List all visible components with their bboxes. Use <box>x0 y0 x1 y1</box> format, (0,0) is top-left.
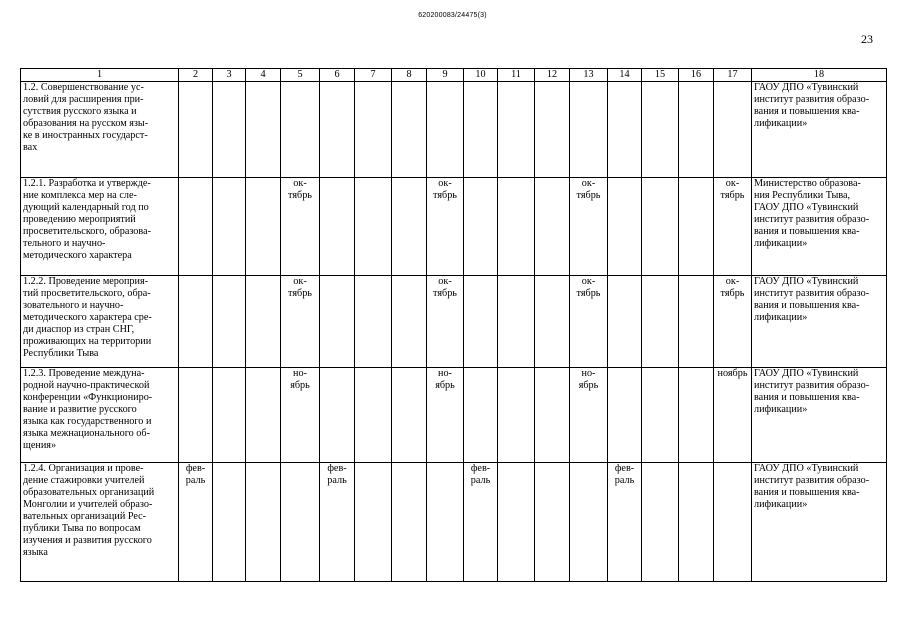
schedule-cell <box>679 463 714 582</box>
column-header-15: 15 <box>642 69 679 82</box>
column-header-17: 17 <box>714 69 752 82</box>
schedule-cell <box>281 463 320 582</box>
schedule-cell <box>498 82 535 178</box>
schedule-cell <box>392 82 427 178</box>
schedule-cell <box>427 82 464 178</box>
column-header-14: 14 <box>608 69 642 82</box>
column-header-2: 2 <box>179 69 213 82</box>
schedule-cell <box>246 463 281 582</box>
schedule-cell: ок- тябрь <box>427 178 464 276</box>
column-header-12: 12 <box>535 69 570 82</box>
schedule-cell <box>320 82 355 178</box>
schedule-cell <box>608 276 642 368</box>
schedule-cell <box>246 82 281 178</box>
schedule-cell <box>213 463 246 582</box>
column-header-9: 9 <box>427 69 464 82</box>
responsible-cell: ГАОУ ДПО «Тувинский институт развития образо- вания и повышения ква- лификации» <box>752 368 887 463</box>
task-cell: 1.2.4. Организация и прове- дение стажировки учителей образовательных организаций Монголии и учителей образо- вательных организаций Рес- публики Тыва по вопросам изучения и развития русского языка <box>21 463 179 582</box>
schedule-cell: но- ябрь <box>570 368 608 463</box>
schedule-cell <box>281 82 320 178</box>
schedule-cell <box>427 463 464 582</box>
schedule-cell: но- ябрь <box>427 368 464 463</box>
schedule-cell <box>392 178 427 276</box>
column-header-7: 7 <box>355 69 392 82</box>
schedule-cell <box>608 178 642 276</box>
schedule-cell: но- ябрь <box>281 368 320 463</box>
schedule-cell: ок- тябрь <box>714 276 752 368</box>
schedule-cell <box>355 368 392 463</box>
schedule-cell <box>213 276 246 368</box>
schedule-cell: фев- раль <box>179 463 213 582</box>
schedule-cell <box>535 178 570 276</box>
schedule-cell <box>464 276 498 368</box>
schedule-cell <box>213 178 246 276</box>
schedule-cell: ок- тябрь <box>570 276 608 368</box>
column-header-13: 13 <box>570 69 608 82</box>
schedule-cell <box>498 276 535 368</box>
schedule-cell <box>608 368 642 463</box>
column-header-3: 3 <box>213 69 246 82</box>
schedule-cell <box>679 82 714 178</box>
task-cell: 1.2.2. Проведение мероприя- тий просветительского, обра- зовательного и научно- методического характера сре- ди диаспор из стран СНГ, проживающих на территории Республики Тыва <box>21 276 179 368</box>
schedule-cell <box>246 368 281 463</box>
plan-table <box>20 68 887 582</box>
schedule-cell <box>246 276 281 368</box>
schedule-cell <box>179 82 213 178</box>
schedule-cell: фев- раль <box>320 463 355 582</box>
schedule-cell <box>392 463 427 582</box>
schedule-cell: ок- тябрь <box>281 276 320 368</box>
column-header-5: 5 <box>281 69 320 82</box>
schedule-cell <box>642 463 679 582</box>
schedule-cell <box>679 276 714 368</box>
schedule-cell <box>498 463 535 582</box>
schedule-cell <box>535 276 570 368</box>
schedule-cell <box>355 463 392 582</box>
schedule-cell <box>498 368 535 463</box>
schedule-cell <box>642 82 679 178</box>
column-header-8: 8 <box>392 69 427 82</box>
schedule-cell: ноябрь <box>714 368 752 463</box>
schedule-cell <box>320 368 355 463</box>
table-row <box>21 82 887 178</box>
table-row <box>21 178 887 276</box>
responsible-cell: Министерство образова- ния Республики Тыва, ГАОУ ДПО «Тувинский институт развития образо- вания и повышения ква- лификации» <box>752 178 887 276</box>
schedule-cell <box>679 368 714 463</box>
schedule-cell <box>355 178 392 276</box>
table-row <box>21 368 887 463</box>
column-header-6: 6 <box>320 69 355 82</box>
table-row <box>21 276 887 368</box>
responsible-cell: ГАОУ ДПО «Тувинский институт развития образо- вания и повышения ква- лификации» <box>752 82 887 178</box>
schedule-cell <box>392 276 427 368</box>
schedule-cell <box>464 368 498 463</box>
table-row <box>21 463 887 582</box>
schedule-cell <box>213 368 246 463</box>
schedule-cell <box>392 368 427 463</box>
schedule-cell <box>714 82 752 178</box>
column-header-16: 16 <box>679 69 714 82</box>
schedule-cell: фев- раль <box>608 463 642 582</box>
schedule-cell <box>535 463 570 582</box>
responsible-cell: ГАОУ ДПО «Тувинский институт развития образо- вания и повышения ква- лификации» <box>752 276 887 368</box>
document-code: 620200083/24475(3) <box>418 12 487 19</box>
schedule-cell <box>642 276 679 368</box>
schedule-cell <box>246 178 281 276</box>
schedule-cell <box>320 178 355 276</box>
schedule-cell <box>179 178 213 276</box>
schedule-cell <box>464 178 498 276</box>
schedule-cell: фев- раль <box>464 463 498 582</box>
schedule-cell <box>320 276 355 368</box>
schedule-cell <box>608 82 642 178</box>
schedule-cell <box>679 178 714 276</box>
schedule-cell <box>642 178 679 276</box>
column-header-10: 10 <box>464 69 498 82</box>
schedule-cell: ок- тябрь <box>281 178 320 276</box>
schedule-cell <box>570 463 608 582</box>
schedule-cell <box>535 368 570 463</box>
schedule-cell <box>355 276 392 368</box>
column-header-4: 4 <box>246 69 281 82</box>
page-number: 23 <box>861 32 873 46</box>
schedule-cell <box>714 463 752 582</box>
schedule-cell <box>498 178 535 276</box>
column-header-1: 1 <box>21 69 179 82</box>
task-cell: 1.2.1. Разработка и утвержде- ние комплекса мер на сле- дующий календарный год по проведению мероприятий просветительского, образова- тельного и научно- методического характера <box>21 178 179 276</box>
schedule-cell <box>179 368 213 463</box>
schedule-cell <box>570 82 608 178</box>
schedule-cell <box>355 82 392 178</box>
schedule-cell: ок- тябрь <box>714 178 752 276</box>
schedule-cell <box>213 82 246 178</box>
task-cell: 1.2.3. Проведение междуна- родной научно-практической конференции «Функциониро- вание и развитие русского языка как государственного и языка межнационального об- щения» <box>21 368 179 463</box>
column-header-11: 11 <box>498 69 535 82</box>
responsible-cell: ГАОУ ДПО «Тувинский институт развития образо- вания и повышения ква- лификации» <box>752 463 887 582</box>
task-cell: 1.2. Совершенствование ус- ловий для расширения при- сутствия русского языка и образования на русском язы- ке в иностранных государст- вах <box>21 82 179 178</box>
schedule-cell <box>179 276 213 368</box>
schedule-cell: ок- тябрь <box>570 178 608 276</box>
schedule-cell <box>642 368 679 463</box>
table-header-row <box>21 69 887 82</box>
column-header-18: 18 <box>752 69 887 82</box>
schedule-cell <box>535 82 570 178</box>
schedule-cell <box>464 82 498 178</box>
schedule-cell: ок- тябрь <box>427 276 464 368</box>
